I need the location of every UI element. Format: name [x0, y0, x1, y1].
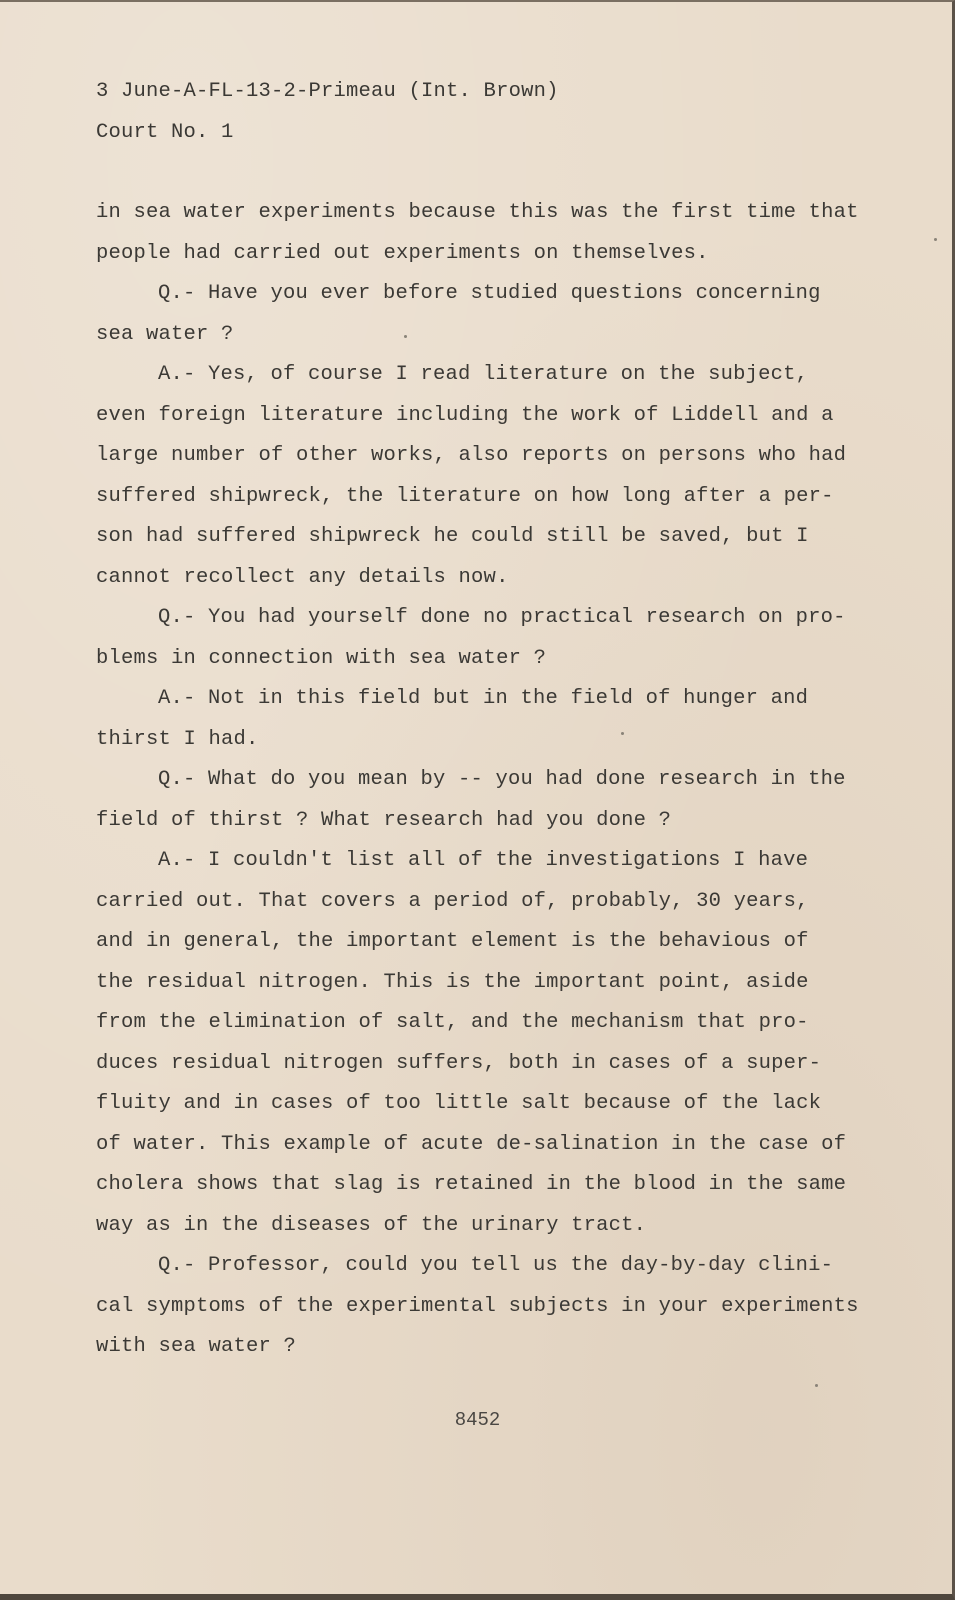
text-line: duces residual nitrogen suffers, both in cases of a super-: [96, 1052, 822, 1075]
question-line: Q.- You had yourself done no practical research on pro-: [158, 606, 846, 629]
text-line: people had carried out experiments on themselves.: [96, 242, 709, 265]
paper-speck: [815, 1384, 818, 1387]
answer-line: A.- Yes, of course I read literature on the subject,: [158, 363, 809, 386]
text-line: the residual nitrogen. This is the important point, aside: [96, 971, 809, 994]
paper-speck: [621, 732, 624, 735]
text-line: thirst I had.: [96, 728, 259, 751]
text-line: in sea water experiments because this was the first time that: [96, 201, 859, 224]
header-case-reference: 3 June-A-FL-13-2-Primeau (Int. Brown): [96, 80, 559, 103]
text-line: large number of other works, also reports on persons who had: [96, 444, 847, 467]
question-line: Q.- Professor, could you tell us the day-by-day clini-: [158, 1254, 834, 1277]
text-line: fluity and in cases of too little salt because of the lack: [96, 1092, 822, 1115]
text-line: carried out. That covers a period of, probably, 30 years,: [96, 890, 809, 913]
text-line: son had suffered shipwreck he could still be saved, but I: [96, 525, 809, 548]
question-line: Q.- Have you ever before studied questions concerning: [158, 282, 821, 305]
text-line: from the elimination of salt, and the mechanism that pro-: [96, 1011, 809, 1034]
paper-speck: [934, 238, 937, 241]
text-line: blems in connection with sea water ?: [96, 647, 547, 670]
text-line: way as in the diseases of the urinary tract.: [96, 1214, 647, 1237]
text-line: suffered shipwreck, the literature on how long after a per-: [96, 485, 834, 508]
header-court-number: Court No. 1: [96, 121, 234, 144]
text-line: cal symptoms of the experimental subjects in your experiments: [96, 1295, 859, 1318]
paper-speck: [404, 335, 407, 338]
answer-line: A.- I couldn't list all of the investigations I have: [158, 849, 809, 872]
text-line: sea water ?: [96, 323, 234, 346]
text-line: with sea water ?: [96, 1335, 297, 1358]
question-line: Q.- What do you mean by -- you had done research in the: [158, 768, 846, 791]
text-line: even foreign literature including the work of Liddell and a: [96, 404, 834, 427]
text-line: cannot recollect any details now.: [96, 566, 509, 589]
answer-line: A.- Not in this field but in the field of hunger and: [158, 687, 809, 710]
text-line: and in general, the important element is the behavious of: [96, 930, 809, 953]
text-line: of water. This example of acute de-salination in the case of: [96, 1133, 847, 1156]
page-number: 8452: [454, 1409, 501, 1431]
text-line: field of thirst ? What research had you done ?: [96, 809, 672, 832]
text-line: cholera shows that slag is retained in the blood in the same: [96, 1173, 847, 1196]
